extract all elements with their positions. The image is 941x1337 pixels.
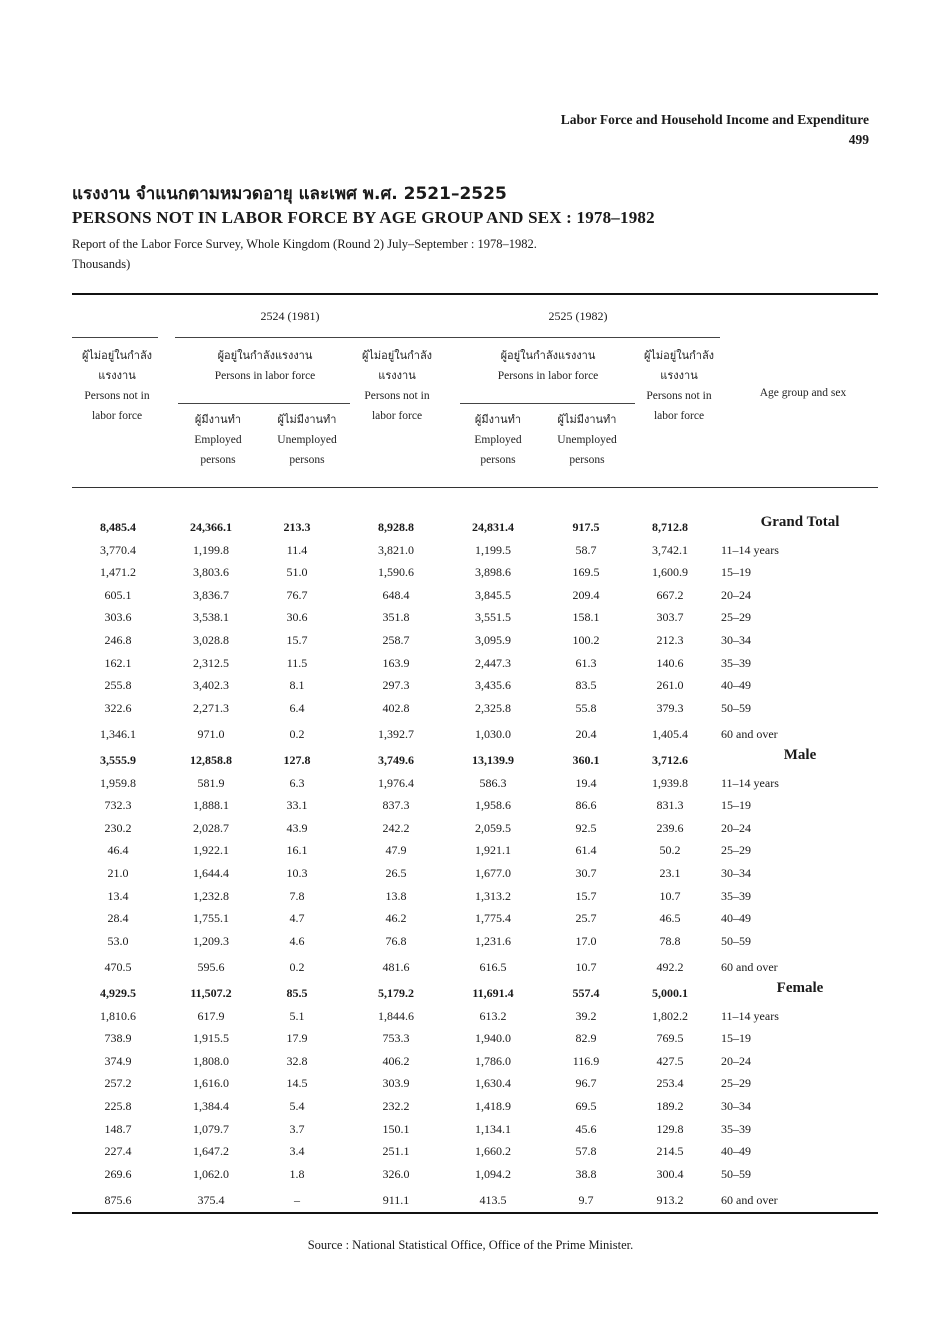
table-cell: 15.7 [575,888,597,903]
age-group-label: 30–34 [721,866,751,880]
col-thai: ผู้ไม่อยู่ในกำลังแรงงาน [361,349,433,382]
table-cell: 46.4 [107,843,129,858]
col-thai: ผู้มีงานทำ [474,413,522,426]
col-thai: ผู้ไม่อยู่ในกำลังแรงงาน [643,349,715,382]
table-cell: 605.1 [104,587,132,602]
age-group-label: 50–59 [721,933,751,948]
section-title: Female [776,980,824,996]
table-cell: 38.8 [575,1166,597,1181]
age-group-label: 35–39 [721,655,751,670]
table-cell: 1,888.1 [193,798,229,813]
table-cell: 1,677.0 [475,866,511,880]
table-cell: 13.8 [385,888,407,903]
table-cell: 3,028.8 [193,633,229,647]
table-cell: 242.2 [382,820,410,835]
table-cell: 481.6 [382,960,410,975]
table-cell: 1,232.8 [193,888,229,903]
col-thai: ผู้อยู่ในกำลังแรงงาน [500,349,596,362]
col-english: Persons not in labor force [646,390,712,422]
table-cell: 406.2 [382,1053,410,1068]
table-cell: 28.4 [107,911,129,926]
table-cell: 4.7 [289,911,305,926]
table-cell: 1,030.0 [475,727,511,742]
col-thai: ผู้มีงานทำ [194,413,242,426]
table-cell: 4,929.5 [100,986,136,1000]
table-cell: 57.8 [575,1144,597,1159]
table-cell: 24,366.1 [190,520,232,534]
table-cell: 11.5 [286,655,308,670]
age-group-label: 20–24 [721,1053,751,1068]
table-cell: 617.9 [197,1008,225,1023]
age-group-label: 40–49 [721,678,751,693]
table-cell: 470.5 [104,960,132,975]
table-cell: 32.8 [286,1053,308,1068]
header-rule-lf-1981 [178,403,350,404]
table-cell: 1,471.2 [100,565,136,580]
table-cell: 3,712.6 [652,753,688,767]
table-cell: 10.3 [286,866,308,880]
table-cell: 11,691.4 [472,986,514,1000]
age-group-label: 30–34 [721,633,751,647]
table-cell: 837.3 [382,798,410,813]
table-cell: 85.5 [286,986,308,1000]
title-thai: แรงงาน จำแนกตามหมวดอายุ และเพศ พ.ศ. 2521–2525 [72,184,507,204]
age-group-label: 60 and over [721,1193,778,1208]
col-english: Persons in labor force [497,370,599,382]
age-group-label: 25–29 [721,843,751,858]
table-cell: 3,845.5 [475,587,511,602]
table-cell: 0.2 [289,727,305,742]
table-cell: 100.2 [572,633,600,647]
table-cell: 10.7 [659,888,681,903]
table-cell: 413.5 [479,1193,507,1208]
col-english: Persons in labor force [214,370,316,382]
table-cell: 116.9 [572,1053,600,1068]
table-cell: 148.7 [104,1121,132,1136]
table-top-rule [72,293,878,295]
table-cell: 613.2 [479,1008,507,1023]
table-cell: 1,958.6 [475,798,511,813]
table-cell: 1,844.6 [378,1008,414,1023]
table-cell: 227.4 [104,1144,132,1159]
table-cell: 913.2 [656,1193,684,1208]
table-cell: 753.3 [382,1031,410,1046]
table-cell: 92.5 [575,820,597,835]
table-cell: 2,059.5 [475,820,511,835]
table-cell: 82.9 [575,1031,597,1046]
col-header-in-lf-1982 [458,346,638,386]
table-cell: 875.6 [104,1193,132,1208]
table-cell: 14.5 [286,1076,308,1091]
table-cell: 911.1 [382,1193,410,1208]
table-cell: 26.5 [385,866,407,880]
header-rule-lf-1982 [460,403,635,404]
table-cell: 46.5 [659,911,681,926]
table-cell: 1,062.0 [193,1166,229,1181]
source-note: Source : National Statistical Office, Office of the Prime Minister. [307,1238,634,1252]
table-cell: 11,507.2 [190,986,232,1000]
table-cell: 7.8 [289,888,305,903]
age-group-label: 25–29 [721,610,751,625]
table-cell: 83.5 [575,678,597,693]
table-cell: 1,921.1 [475,843,511,858]
table-cell: 3,770.4 [100,542,136,557]
age-group-label: 60 and over [721,960,778,975]
table-cell: 2,312.5 [193,655,229,670]
table-cell: 17.0 [575,933,597,948]
table-cell: 326.0 [382,1166,410,1181]
table-cell: 616.5 [479,960,507,975]
table-cell: 6.4 [289,700,305,715]
running-header [561,110,869,150]
table-cell: 225.8 [104,1099,132,1113]
header-bottom-rule [72,487,878,488]
table-cell: 1,808.0 [193,1053,229,1068]
table-cell: 297.3 [382,678,410,693]
age-group-label: 60 and over [721,727,778,742]
table-cell: 732.3 [104,798,132,813]
table-cell: 3,821.0 [378,542,414,557]
age-group-label: 35–39 [721,888,751,903]
table-cell: 9.7 [578,1193,594,1208]
table-cell: 971.0 [197,727,225,742]
table-cell: 1,405.4 [652,727,688,742]
col-header-unemployed-1981 [262,410,352,470]
table-cell: 303.6 [104,610,132,625]
table-cell: 1,134.1 [475,1121,511,1136]
table-cell: 213.3 [283,520,311,534]
table-cell: 253.4 [656,1076,684,1091]
table-cell: 4.6 [289,933,305,948]
table-cell: 69.5 [575,1099,597,1113]
table-cell: 47.9 [385,843,407,858]
table-cell: 3.4 [289,1144,305,1159]
table-cell: 13.4 [107,888,129,903]
table-cell: 1,647.2 [193,1144,229,1159]
table-cell: 158.1 [572,610,600,625]
table-cell: 246.8 [104,633,132,647]
table-cell: 1,939.8 [652,775,688,790]
age-group-label: 25–29 [721,1076,751,1091]
table-cell: 351.8 [382,610,410,625]
age-group-label: 15–19 [721,798,751,813]
col-header-in-lf-1981 [175,346,355,386]
age-group-label: 11–14 years [721,542,779,557]
table-cell: 3,095.9 [475,633,511,647]
table-cell: 3.7 [289,1121,305,1136]
table-cell: 212.3 [656,633,684,647]
table-cell: 1,313.2 [475,888,511,903]
table-cell: 374.9 [104,1053,132,1068]
table-cell: 232.2 [382,1099,410,1113]
header-rule-seg [72,337,158,338]
table-cell: 61.3 [575,655,597,670]
table-cell: 648.4 [382,587,410,602]
table-cell: 322.6 [104,700,132,715]
header-rule-years [175,337,720,338]
table-cell: 667.2 [656,587,684,602]
table-cell: 360.1 [572,753,600,767]
table-cell: 1.8 [289,1166,305,1181]
table-cell: 1,231.6 [475,933,511,948]
table-cell: 492.2 [656,960,684,975]
section-title: Male [783,747,817,763]
col-thai: ผู้ไม่มีงานทำ [277,413,337,426]
table-cell: 150.1 [382,1121,410,1136]
table-cell: 3,435.6 [475,678,511,693]
age-group-label: 40–49 [721,911,751,926]
table-cell: 8,485.4 [100,520,136,534]
table-cell: 127.8 [283,753,311,767]
table-cell: 3,898.6 [475,565,511,580]
table-cell: 379.3 [656,700,684,715]
table-cell: 1,915.5 [193,1031,229,1046]
table-cell: 251.1 [382,1144,410,1159]
table-cell: 51.0 [286,565,308,580]
col-english: Employed persons [474,434,522,466]
table-cell: 769.5 [656,1031,684,1046]
table-bottom-rule [72,1212,878,1214]
table-cell: 12,858.8 [190,753,232,767]
table-cell: 1,775.4 [475,911,511,926]
table-cell: 3,538.1 [193,610,229,625]
col-header-not-in-lf-1980 [72,346,162,426]
col-thai: ผู้อยู่ในกำลังแรงงาน [217,349,313,362]
table-cell: 3,742.1 [652,542,688,557]
table-cell: 30.7 [575,866,597,880]
table-cell: 1,199.5 [475,542,511,557]
table-cell: 13,139.9 [472,753,514,767]
table-cell: 303.7 [656,610,684,625]
table-cell: 1,959.8 [100,775,136,790]
age-group-label: 20–24 [721,820,751,835]
table-cell: 1,660.2 [475,1144,511,1159]
table-cell: 1,644.4 [193,866,229,880]
section-title: Grand Total [760,514,840,530]
table-cell: 2,447.3 [475,655,511,670]
col-header-employed-1982 [458,410,538,470]
table-cell: 257.2 [104,1076,132,1091]
col-english: Unemployed persons [557,434,617,466]
table-cell: 831.3 [656,798,684,813]
table-cell: 1,346.1 [100,727,136,742]
col-english: Persons not in labor force [84,390,150,422]
table-cell: 86.6 [575,798,597,813]
table-cell: 303.9 [382,1076,410,1091]
age-group-label: 35–39 [721,1121,751,1136]
table-cell: 163.9 [382,655,410,670]
table-cell: 1,600.9 [652,565,688,580]
table-cell: 1,616.0 [193,1076,229,1091]
table-cell: 557.4 [572,986,600,1000]
table-cell: 300.4 [656,1166,684,1181]
col-header-employed-1981 [178,410,258,470]
table-cell: 3,749.6 [378,753,414,767]
table-cell: 33.1 [286,798,308,813]
table-cell: 10.7 [575,960,597,975]
table-cell: 61.4 [575,843,597,858]
table-cell: 39.2 [575,1008,597,1023]
table-cell: 96.7 [575,1076,597,1091]
table-cell: 581.9 [197,775,225,790]
table-cell: 1,810.6 [100,1008,136,1023]
table-cell: 1,209.3 [193,933,229,948]
table-cell: 738.9 [104,1031,132,1046]
table-cell: 5.4 [289,1099,305,1113]
table-cell: 1,786.0 [475,1053,511,1068]
table-cell: 5.1 [289,1008,305,1023]
col-english: Employed persons [194,434,242,466]
col-english: Persons not in labor force [364,390,430,422]
table-cell: 1,418.9 [475,1099,511,1113]
table-cell: 2,325.8 [475,700,511,715]
table-cell: 24,831.4 [472,520,514,534]
table-cell: 30.6 [286,610,308,625]
age-group-label: 40–49 [721,1144,751,1159]
table-cell: 261.0 [656,678,684,693]
table-cell: 189.2 [656,1099,684,1113]
table-cell: 0.2 [289,960,305,975]
year-1981: 2524 (1981) [260,309,320,323]
table-cell: 239.6 [656,820,684,835]
table-cell: 917.5 [572,520,600,534]
table-cell: 402.8 [382,700,410,715]
table-cell: 214.5 [656,1144,684,1159]
table-cell: 1,922.1 [193,843,229,858]
age-group-label: 15–19 [721,1031,751,1046]
table-cell: – [294,1193,300,1208]
table-cell: 258.7 [382,633,410,647]
table-cell: 209.4 [572,587,600,602]
table-cell: 50.2 [659,843,681,858]
age-group-label: 30–34 [721,1099,751,1113]
table-cell: 8,928.8 [378,520,414,534]
table-cell: 162.1 [104,655,132,670]
table-cell: 5,000.1 [652,986,688,1000]
age-group-label: 50–59 [721,1166,751,1181]
subtitle-text: Report of the Labor Force Survey, Whole Kingdom (Round 2) July–September : 1978–1982. [72,237,537,251]
table-cell: 3,803.6 [193,565,229,580]
running-title: Labor Force and Household Income and Expenditure [560,112,869,127]
table-cell: 76.8 [385,933,407,948]
table-cell: 17.9 [286,1031,308,1046]
table-cell: 230.2 [104,820,132,835]
age-group-label: 11–14 years [721,775,779,790]
table-cell: 1,630.4 [475,1076,511,1091]
table-cell: 20.4 [575,727,597,742]
page-number: 499 [848,132,869,147]
table-cell: 5,179.2 [378,986,414,1000]
table-cell: 46.2 [385,911,407,926]
table-cell: 6.3 [289,775,305,790]
table-cell: 76.7 [286,587,308,602]
table-cell: 1,392.7 [378,727,414,742]
table-cell: 586.3 [479,775,507,790]
table-cell: 1,940.0 [475,1031,511,1046]
table-cell: 269.6 [104,1166,132,1181]
col-header-unemployed-1982 [542,410,632,470]
table-cell: 595.6 [197,960,225,975]
year-1982: 2525 (1982) [548,309,608,323]
age-group-label: 50–59 [721,700,751,715]
title-english: PERSONS NOT IN LABOR FORCE BY AGE GROUP AND SEX : 1978–1982 [72,208,655,227]
col-thai: ผู้ไม่มีงานทำ [557,413,617,426]
table-cell: 43.9 [286,820,308,835]
table-cell: 11.4 [286,542,308,557]
table-cell: 3,836.7 [193,587,229,602]
col-english: Unemployed persons [277,434,337,466]
table-cell: 3,402.3 [193,678,229,693]
table-cell: 1,802.2 [652,1008,688,1023]
table-cell: 8.1 [289,678,305,693]
units-text: Thousands) [72,257,131,271]
col-header-age-group: Age group and sex [759,387,847,399]
table-cell: 1,094.2 [475,1166,511,1181]
age-group-label: 15–19 [721,565,751,580]
table-cell: 1,976.4 [378,775,414,790]
table-cell: 1,079.7 [193,1121,229,1136]
age-group-label: 20–24 [721,587,751,602]
table-cell: 427.5 [656,1053,684,1068]
table-cell: 169.5 [572,565,600,580]
table-cell: 375.4 [197,1193,225,1208]
table-cell: 3,555.9 [100,753,136,767]
subtitle [72,234,772,274]
table-cell: 19.4 [575,775,597,790]
table-cell: 15.7 [286,633,308,647]
table-cell: 3,551.5 [475,610,511,625]
table-cell: 1,384.4 [193,1099,229,1113]
table-cell: 23.1 [659,866,681,880]
table-cell: 55.8 [575,700,597,715]
table-cell: 129.8 [656,1121,684,1136]
table-cell: 25.7 [575,911,597,926]
table-cell: 140.6 [656,655,684,670]
table-cell: 53.0 [107,933,129,948]
table-cell: 58.7 [575,542,597,557]
table-cell: 45.6 [575,1121,597,1136]
table-cell: 255.8 [104,678,132,693]
table-cell: 16.1 [286,843,308,858]
table-cell: 78.8 [659,933,681,948]
col-header-not-in-lf-1981 [358,346,436,426]
table-cell: 21.0 [107,866,129,880]
age-group-label: 11–14 years [721,1008,779,1023]
col-header-not-in-lf-1982 [638,346,720,426]
table-cell: 2,028.7 [193,820,229,835]
table-cell: 1,755.1 [193,911,229,926]
table-cell: 1,199.8 [193,542,229,557]
table-cell: 1,590.6 [378,565,414,580]
table-cell: 2,271.3 [193,700,229,715]
table-cell: 8,712.8 [652,520,688,534]
col-thai: ผู้ไม่อยู่ในกำลังแรงงาน [81,349,153,382]
